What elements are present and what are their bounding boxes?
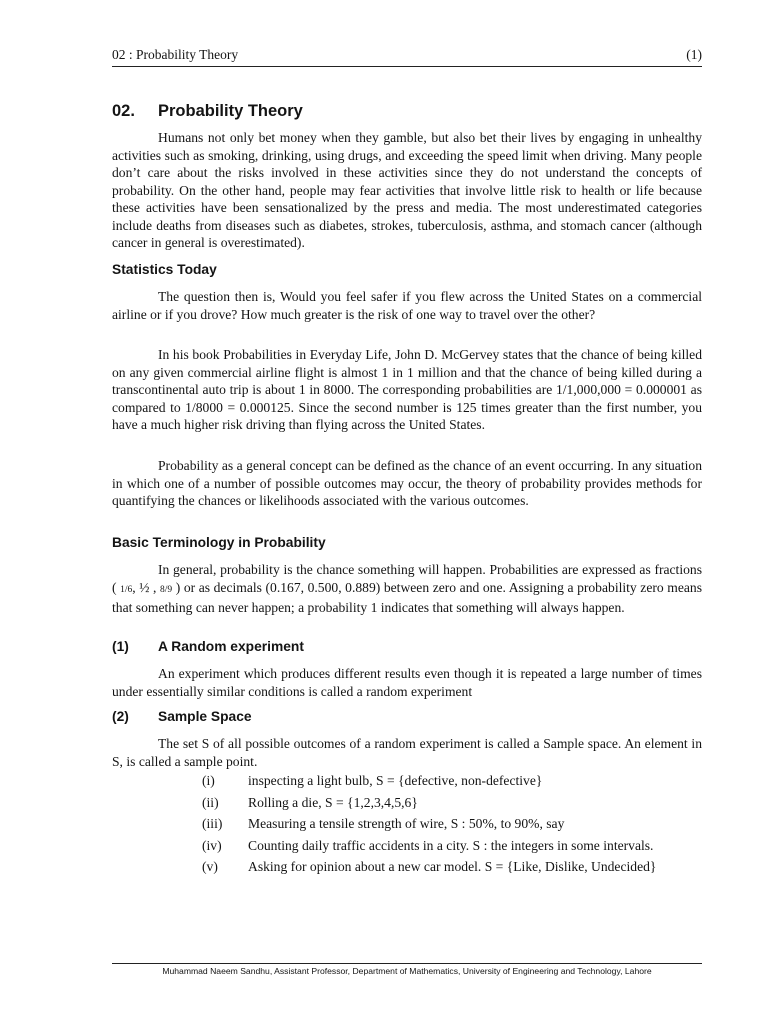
page-header bbox=[112, 46, 702, 67]
header-page-number: (1) bbox=[686, 47, 702, 62]
intro-paragraph: Humans not only bet money when they gamble, but also bet their lives by engaging in unhealthy activities such as smoking, drinking, using drugs, and exceeding the speed limit when driving. Many people don’t care about the risks involved in these activities since they do not understand the concepts of probability. On the other hand, people may fear activities that involve little risk to health or life because these activities have been sensationalized by the press and media. The most underestimated categories include deaths from diseases such as diabetes, strokes, tuberculosis, asthma, and stomach cancer (although cancer in general is overestimated). bbox=[112, 130, 702, 250]
terminology-text-start: In general, probability is the chance something will happen. Probabilities are expressed as fractions ( bbox=[112, 562, 702, 595]
fraction-one-half: ½ bbox=[139, 579, 150, 595]
terminology-paragraph: In general, probability is the chance something will happen. Probabilities are expressed as fractions ( 1/6, ½ , 8/9 ) or as decimals (0.167, 0.500, 0.889) between zero and one. Assigning a probability zero means that something can never happen; a probability 1 indicates that something will always happen. bbox=[112, 562, 702, 615]
statistics-paragraph-1: The question then is, Would you feel safer if you flew across the United States on a commercial airline or if you drove? How much greater is the risk of one way to travel over the other? bbox=[112, 289, 702, 322]
list-item-text: Rolling a die, S = {1,2,3,4,5,6} bbox=[248, 794, 418, 810]
random-experiment-heading bbox=[112, 638, 304, 656]
random-experiment-title: A Random experiment bbox=[158, 639, 304, 654]
sample-space-heading bbox=[112, 708, 252, 726]
list-item-text: Counting daily traffic accidents in a city. S : the integers in some intervals. bbox=[248, 837, 654, 853]
sample-space-examples bbox=[202, 770, 702, 878]
page-footer: Muhammad Naeem Sandhu, Assistant Professor, Department of Mathematics, University of Engineering and Technology, Lahore bbox=[112, 963, 702, 977]
list-item bbox=[202, 835, 702, 857]
list-item-text: Asking for opinion about a new car model. S = {Like, Dislike, Undecided} bbox=[248, 859, 657, 874]
fraction-one-sixth: 1/6 bbox=[120, 584, 133, 595]
list-item-number: (i) bbox=[202, 773, 215, 788]
random-experiment-paragraph: An experiment which produces different results even though it is repeated a large number of times under essentially similar conditions is called a random experiment bbox=[112, 666, 702, 699]
random-experiment-number: (1) bbox=[112, 639, 129, 654]
list-item bbox=[202, 792, 702, 814]
chapter-title bbox=[112, 100, 303, 122]
list-item-number: (iv) bbox=[202, 837, 222, 853]
list-item bbox=[202, 770, 702, 792]
list-item-text: Measuring a tensile strength of wire, S : 50%, to 90%, say bbox=[248, 816, 565, 831]
fraction-eight-ninths: 8/9 bbox=[160, 584, 173, 595]
list-item-number: (iii) bbox=[202, 816, 223, 831]
terminology-text-end: ) or as decimals (0.167, 0.500, 0.889) between zero and one. Assigning a probability zero means that something can never happen; a probability 1 indicates that something will always happen. bbox=[112, 579, 702, 615]
statistics-today-heading: Statistics Today bbox=[112, 262, 217, 277]
sample-space-paragraph: The set S of all possible outcomes of a random experiment is called a Sample space. An element in S, is called a sample point. bbox=[112, 736, 702, 769]
header-chapter: 02 : Probability Theory bbox=[112, 47, 239, 62]
sample-space-number: (2) bbox=[112, 709, 129, 724]
list-item-number: (v) bbox=[202, 859, 218, 874]
sample-space-title: Sample Space bbox=[158, 709, 252, 724]
terminology-heading: Basic Terminology in Probability bbox=[112, 535, 326, 550]
list-item bbox=[202, 813, 702, 835]
chapter-title-text: Probability Theory bbox=[158, 102, 303, 120]
document-page bbox=[112, 0, 702, 1024]
statistics-paragraph-2: In his book Probabilities in Everyday Life, John D. McGervey states that the chance of being killed on any given commercial airline flight is almost 1 in 1 million and that the chance of being killed during a transcontinental auto trip is about 1 in 8000. The corresponding probabilities are 1/1,000,000 = 0.000001 as compared to 1/8000 = 0.000125. Since the second number is 125 times greater than the first number, you have a much higher risk driving than flying across the United States. bbox=[112, 347, 702, 432]
list-item-number: (ii) bbox=[202, 794, 219, 810]
chapter-number: 02. bbox=[112, 102, 135, 120]
list-item bbox=[202, 856, 702, 878]
statistics-paragraph-3: Probability as a general concept can be defined as the chance of an event occurring. In any situation in which one of a number of possible outcomes may occur, the theory of probability provides methods for quantifying the chances or likelihoods associated with the various outcomes. bbox=[112, 458, 702, 508]
list-item-text: inspecting a light bulb, S = {defective, non-defective} bbox=[248, 773, 543, 788]
